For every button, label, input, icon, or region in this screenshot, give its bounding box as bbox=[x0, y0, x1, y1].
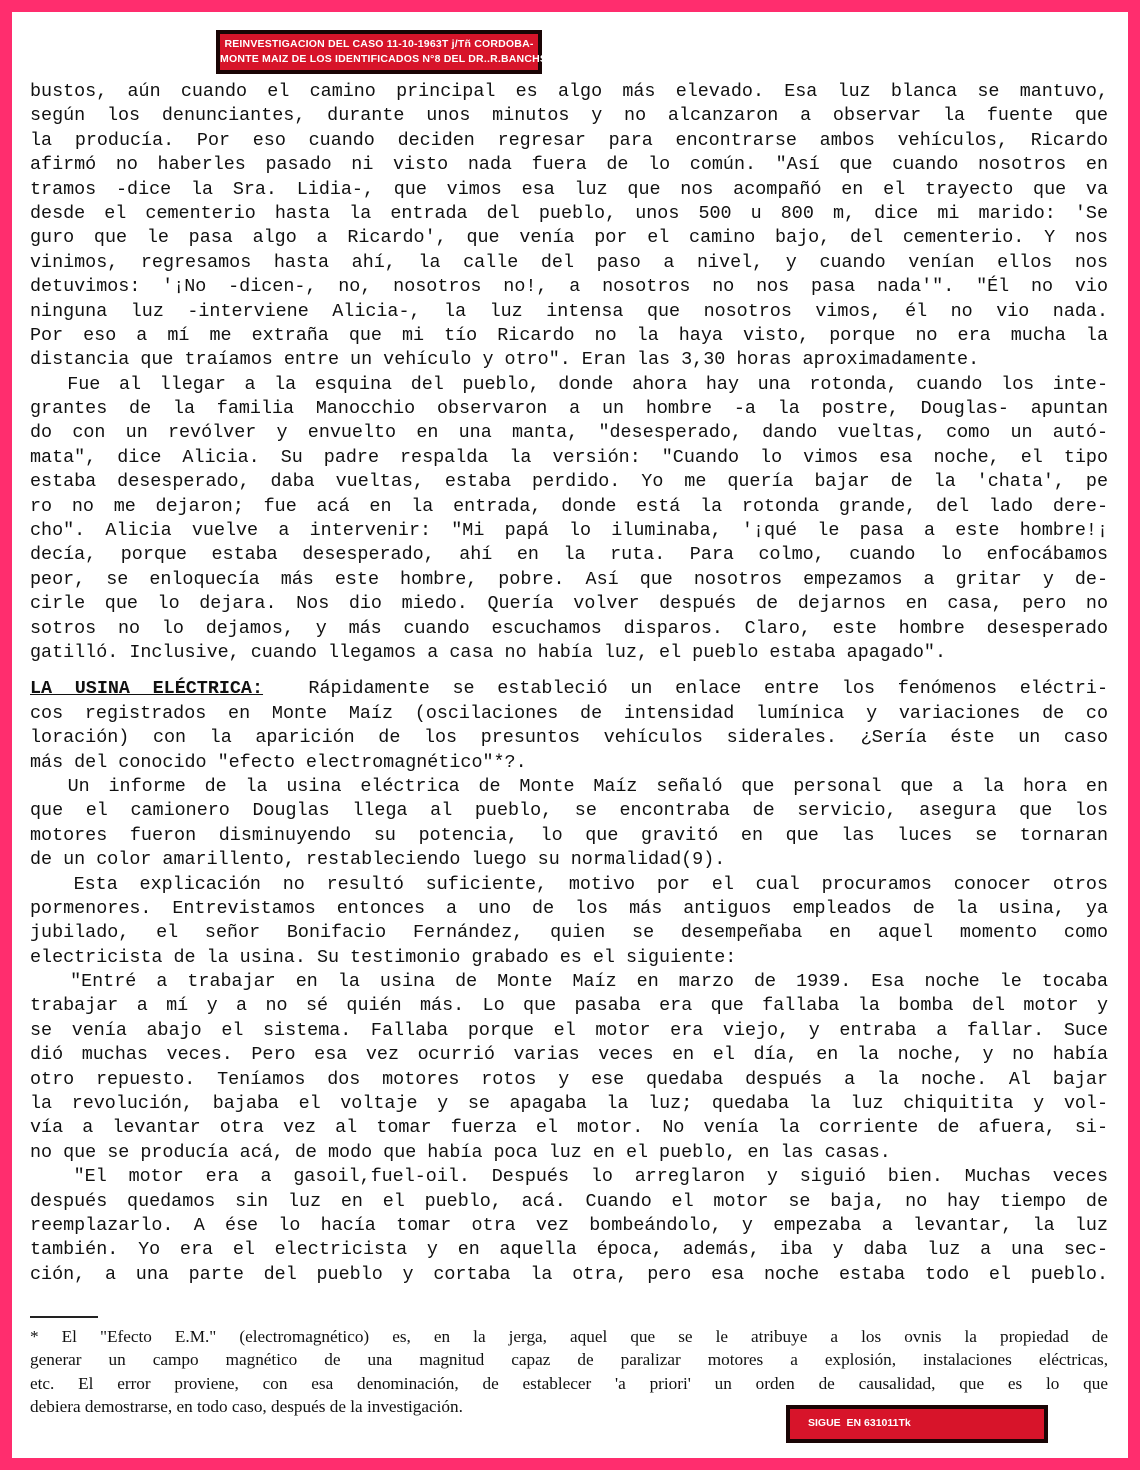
text-line: "El motor era a gasoil,fuel-oil. Después lo arreglaron y siguió bien. Muchas veces bbox=[30, 1166, 1108, 1188]
text-line: vinimos, regresamos hasta ahí, la calle del paso a nivel, y cuando venían ellos nos bbox=[30, 251, 1108, 273]
text-line: que el camionero Douglas llega al pueblo, se encontraba de servicio, asegura que los bbox=[30, 800, 1108, 822]
paragraph-2 bbox=[30, 373, 1108, 666]
text-line: la revolución, bajaba el voltaje y se apagaba la luz; quedaba la luz chiquitita y vol- bbox=[30, 1093, 1108, 1115]
text-line: trabajar a mí y a no sé quién más. Lo que pasaba era que fallaba la bomba del motor y bbox=[30, 995, 1108, 1017]
text-line: "Entré a trabajar en la usina de Monte Maíz en marzo de 1939. Esa noche le tocaba bbox=[30, 971, 1108, 993]
text-line: reemplazarlo. A ése lo hacía tomar otra vez bombeándolo, y empezaba a levantar, la luz bbox=[30, 1214, 1108, 1236]
paragraph-7 bbox=[30, 1165, 1108, 1287]
text-line: desde el cementerio hasta la entrada del pueblo, unos 500 u 800 m, dice mi marido: 'Se bbox=[30, 202, 1108, 224]
text-line: ción, a una parte del pueblo y cortaba la otra, pero esa noche estaba todo el pueblo. bbox=[30, 1263, 1108, 1285]
text-line: cho". Alicia vuelve a intervenir: "Mi papá lo iluminaba, '¡qué le pasa a este hombre!¡ bbox=[30, 520, 1108, 542]
text-line: otro repuesto. Teníamos dos motores rotos y ese quedaba después a la noche. Al bajar bbox=[30, 1068, 1108, 1090]
document-page bbox=[12, 12, 1128, 1458]
text-line: do con un revólver y envuelto en una manta, "desesperado, dando vueltas, como un autó- bbox=[30, 422, 1108, 444]
section-usina bbox=[30, 677, 1108, 775]
text-line: de un color amarillento, restableciendo luego su normalidad(9). bbox=[30, 849, 726, 871]
footer-stamp: SIGUE EN 631011Tk bbox=[786, 1405, 1048, 1443]
footnote-line: etc. El error proviene, con esa denominación, de establecer 'a priori' un orden de causalidad, que es lo que bbox=[30, 1373, 1108, 1393]
text-line: después quedamos sin luz en el pueblo, acá. Cuando el motor se baja, no hay tiempo de bbox=[30, 1190, 1108, 1212]
text-line: bustos, aún cuando el camino principal es algo más elevado. Esa luz blanca se mantuvo, bbox=[30, 81, 1108, 102]
text-line: cos registrados en Monte Maíz (oscilaciones de intensidad lumínica y variaciones de co bbox=[30, 702, 1108, 724]
footnote-line: * El "Efecto E.M." (electromagnético) es, en la jerga, aquel que se le atribuye a los ovnis la propiedad de bbox=[30, 1327, 1108, 1346]
footnote-line: generar un campo magnético de una magnitud capaz de paralizar motores a explosión, instalaciones eléctricas, bbox=[30, 1350, 1108, 1370]
text-line: electricista de la usina. Su testimonio grabado es el siguiente: bbox=[30, 946, 737, 968]
text-line: tramos -dice la Sra. Lidia-, que vimos esa luz que nos acompañó en el trayecto que va bbox=[30, 178, 1108, 200]
text-line: no que se producía acá, de modo que había poca luz en el pueblo, en las casas. bbox=[30, 1141, 891, 1163]
paragraph-6 bbox=[30, 970, 1108, 1165]
text-line: loración) con la aparición de los presuntos vehículos siderales. ¿Sería éste un caso bbox=[30, 727, 1108, 749]
text-line: ro no me dejaron; fue acá en la entrada, donde está la rotonda grande, del lado dere- bbox=[30, 495, 1108, 517]
body-text bbox=[30, 80, 1108, 1287]
section-heading: LA USINA ELÉCTRICA: bbox=[30, 678, 264, 700]
header-stamp-line1: REINVESTIGACION DEL CASO 11-10-1963T j/Tñ CORDOBA- bbox=[224, 38, 534, 50]
section-first-line bbox=[30, 677, 1108, 701]
footnote-rule bbox=[30, 1316, 98, 1318]
text-line: Por eso a mí me extraña que mi tío Ricardo no la haya visto, porque no era mucha la bbox=[30, 324, 1108, 346]
text-line: peor, se enloquecía más este hombre, pobre. Así que nosotros empezamos a gritar y de- bbox=[30, 568, 1108, 590]
text-line: la producía. Por eso cuando deciden regresar para encontrarse ambos vehículos, Ricardo bbox=[30, 129, 1108, 151]
text-line: cirle que lo dejara. Nos dio miedo. Quería volver después de dejarnos en casa, pero no bbox=[30, 593, 1108, 615]
text-line: afirmó no haberles pasado ni visto nada fuera de lo común. "Así que cuando nosotros en bbox=[30, 154, 1108, 176]
text-line: detuvimos: '¡No -dicen-, no, nosotros no!, a nosotros no nos pasa nada'". "Él no vio bbox=[30, 276, 1108, 298]
footnote-line: debiera demostrarse, en todo caso, después de la investigación. bbox=[30, 1397, 463, 1417]
text-line: Un informe de la usina eléctrica de Monte Maíz señaló que personal que a la hora en bbox=[30, 775, 1108, 797]
text-line: distancia que traíamos entre un vehículo y otro". Eran las 3,30 horas aproximadamente. bbox=[30, 349, 980, 371]
text-segment: Rápidamente se estableció un enlace entre los fenómenos eléctri- bbox=[263, 678, 1108, 700]
paragraph-1 bbox=[30, 80, 1108, 373]
text-line: dió muchas veces. Pero esa vez ocurrió varias veces en el día, en la noche, y no había bbox=[30, 1044, 1108, 1066]
text-line: sotros no lo dejamos, y más cuando escuchamos disparos. Claro, este hombre desesperado bbox=[30, 617, 1108, 639]
header-stamp-line2: MONTE MAIZ DE LOS IDENTIFICADOS N°8 DEL DR..R.BANCHS bbox=[220, 53, 548, 65]
text-line: decía, porque estaba desesperado, ahí en la ruta. Para colmo, cuando lo enfocábamos bbox=[30, 544, 1108, 566]
text-line: motores fueron disminuyendo su potencia, lo que gravitó en que las luces se tornaran bbox=[30, 824, 1108, 846]
text-line: pormenores. Entrevistamos entonces a uno de los más antiguos empleados de la usina, ya bbox=[30, 897, 1108, 919]
text-line: guro que le pasa algo a Ricardo', que venía por el camino bajo, del cementerio. Y nos bbox=[30, 227, 1108, 249]
text-line: vía a levantar otra vez al tomar fuerza el motor. No venía la corriente de afuera, si- bbox=[30, 1117, 1108, 1139]
paragraph-gap bbox=[30, 665, 1108, 677]
text-line: también. Yo era el electricista y en aquella época, además, iba y daba luz a una sec- bbox=[30, 1239, 1108, 1261]
text-line: más del conocido "efecto electromagnético"*?. bbox=[30, 751, 527, 773]
text-line: se venía abajo el sistema. Fallaba porque el motor era viejo, y entraba a fallar. Suce bbox=[30, 1019, 1108, 1041]
text-line: grantes de la familia Manocchio observaron a un hombre -a la postre, Douglas- apuntan bbox=[30, 398, 1108, 420]
text-line: según los denunciantes, durante unos minutos y no alcanzaron a observar la fuente que bbox=[30, 105, 1108, 127]
text-line: Esta explicación no resultó suficiente, motivo por el cual procuramos conocer otros bbox=[30, 873, 1108, 895]
text-line: estaba desesperado, daba vueltas, estaba perdido. Yo me quería bajar de la 'chata', pe bbox=[30, 471, 1108, 493]
text-line: ninguna luz -interviene Alicia-, la luz intensa que nosotros vimos, él no vio nada. bbox=[30, 300, 1108, 322]
text-line: jubilado, el señor Bonifacio Fernández, quien se desempeñaba en aquel momento como bbox=[30, 922, 1108, 944]
header-stamp bbox=[216, 30, 548, 74]
text-line: mata", dice Alicia. Su padre respalda la versión: "Cuando lo vimos esa noche, el tipo bbox=[30, 446, 1108, 468]
text-line: gatilló. Inclusive, cuando llegamos a casa no había luz, el pueblo estaba apagado". bbox=[30, 641, 947, 663]
paragraph-4 bbox=[30, 775, 1108, 873]
paragraph-5 bbox=[30, 873, 1108, 971]
text-line: Fue al llegar a la esquina del pueblo, donde ahora hay una rotonda, cuando los inte- bbox=[30, 373, 1108, 395]
